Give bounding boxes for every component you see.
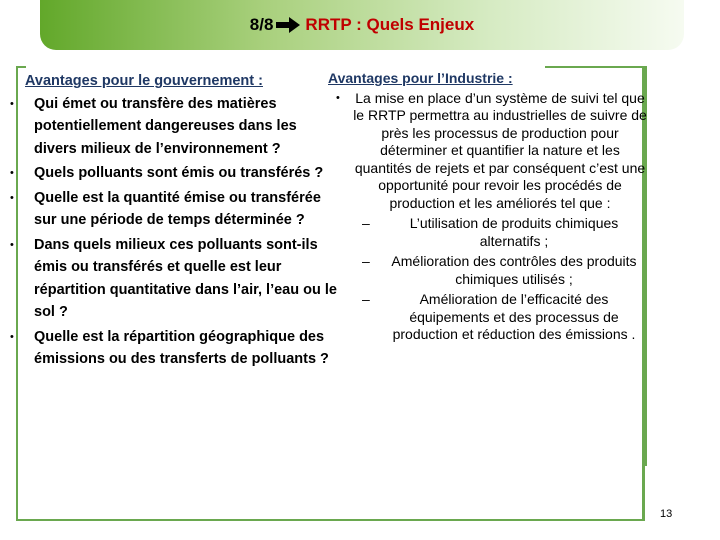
- left-bullet: [10, 162, 340, 185]
- right-subitem-text: Amélioration des contrôles des produits chimiques utilisés ;: [391, 253, 637, 287]
- frame-top-right-rule: [545, 66, 645, 68]
- bullet-dot-icon: •: [10, 330, 14, 343]
- right-subitem: [318, 215, 648, 250]
- right-subitem: [318, 253, 648, 288]
- left-bullet-text: Quelle est la quantité émise ou transférée sur une période de temps déterminée ?: [34, 189, 321, 228]
- slide-number: 13: [660, 508, 673, 520]
- left-bullet: [10, 234, 340, 324]
- bullet-dot-icon: •: [336, 91, 340, 104]
- page-title: [250, 15, 474, 35]
- left-bullet-text: Dans quels milieux ces polluants sont-ils émis ou transférés et quelle est leur répartition quantitative dans l’air, l’eau ou le sol ?: [34, 236, 337, 320]
- bullet-dot-icon: •: [10, 191, 14, 204]
- title-banner: [40, 0, 684, 50]
- right-bullet: [318, 90, 648, 213]
- left-heading: Avantages pour le gouvernement :: [25, 73, 263, 89]
- bullet-dot-icon: •: [10, 97, 14, 110]
- arrow-right-icon: [275, 17, 301, 33]
- left-bullet-text: Quels polluants sont émis ou transférés ?: [34, 165, 324, 181]
- left-column: [10, 70, 340, 371]
- right-subitem-text: Amélioration de l’efficacité des équipements et des processus de production et réduction des émissions .: [392, 291, 636, 342]
- right-column: [318, 70, 648, 344]
- left-bullet: [10, 187, 340, 232]
- title-number: 8/8: [249, 15, 274, 34]
- dash-icon: –: [362, 291, 370, 307]
- bullet-dot-icon: •: [10, 167, 14, 179]
- bullet-dot-icon: •: [10, 238, 14, 251]
- right-heading: Avantages pour l’Industrie :: [328, 70, 513, 86]
- title-text: RRTP : Quels Enjeux: [305, 15, 475, 34]
- frame-top-left-rule: [16, 66, 26, 68]
- left-bullet-text: Quelle est la répartition géographique des émissions ou des transferts de polluants ?: [34, 328, 329, 367]
- right-subitem-text: L’utilisation de produits chimiques alternatifs ;: [409, 215, 619, 249]
- left-bullet: [10, 93, 340, 161]
- dash-icon: –: [362, 215, 370, 231]
- right-subitem: [318, 291, 648, 344]
- left-bullet-text: Qui émet ou transfère des matières potentiellement dangereuses dans les divers milieux de l’environnement ?: [34, 95, 297, 157]
- dash-icon: –: [362, 253, 370, 269]
- left-bullet: [10, 326, 340, 371]
- right-bullet-text: La mise en place d’un système de suivi tel que le RRTP permettra au industrielles de suivre de près les processus de production pour déterminer et quantifier la nature et les quantités de rejets et par conséquent c’est une opportunité pour revoir les procédés de production et les améliorés tel que :: [353, 89, 647, 211]
